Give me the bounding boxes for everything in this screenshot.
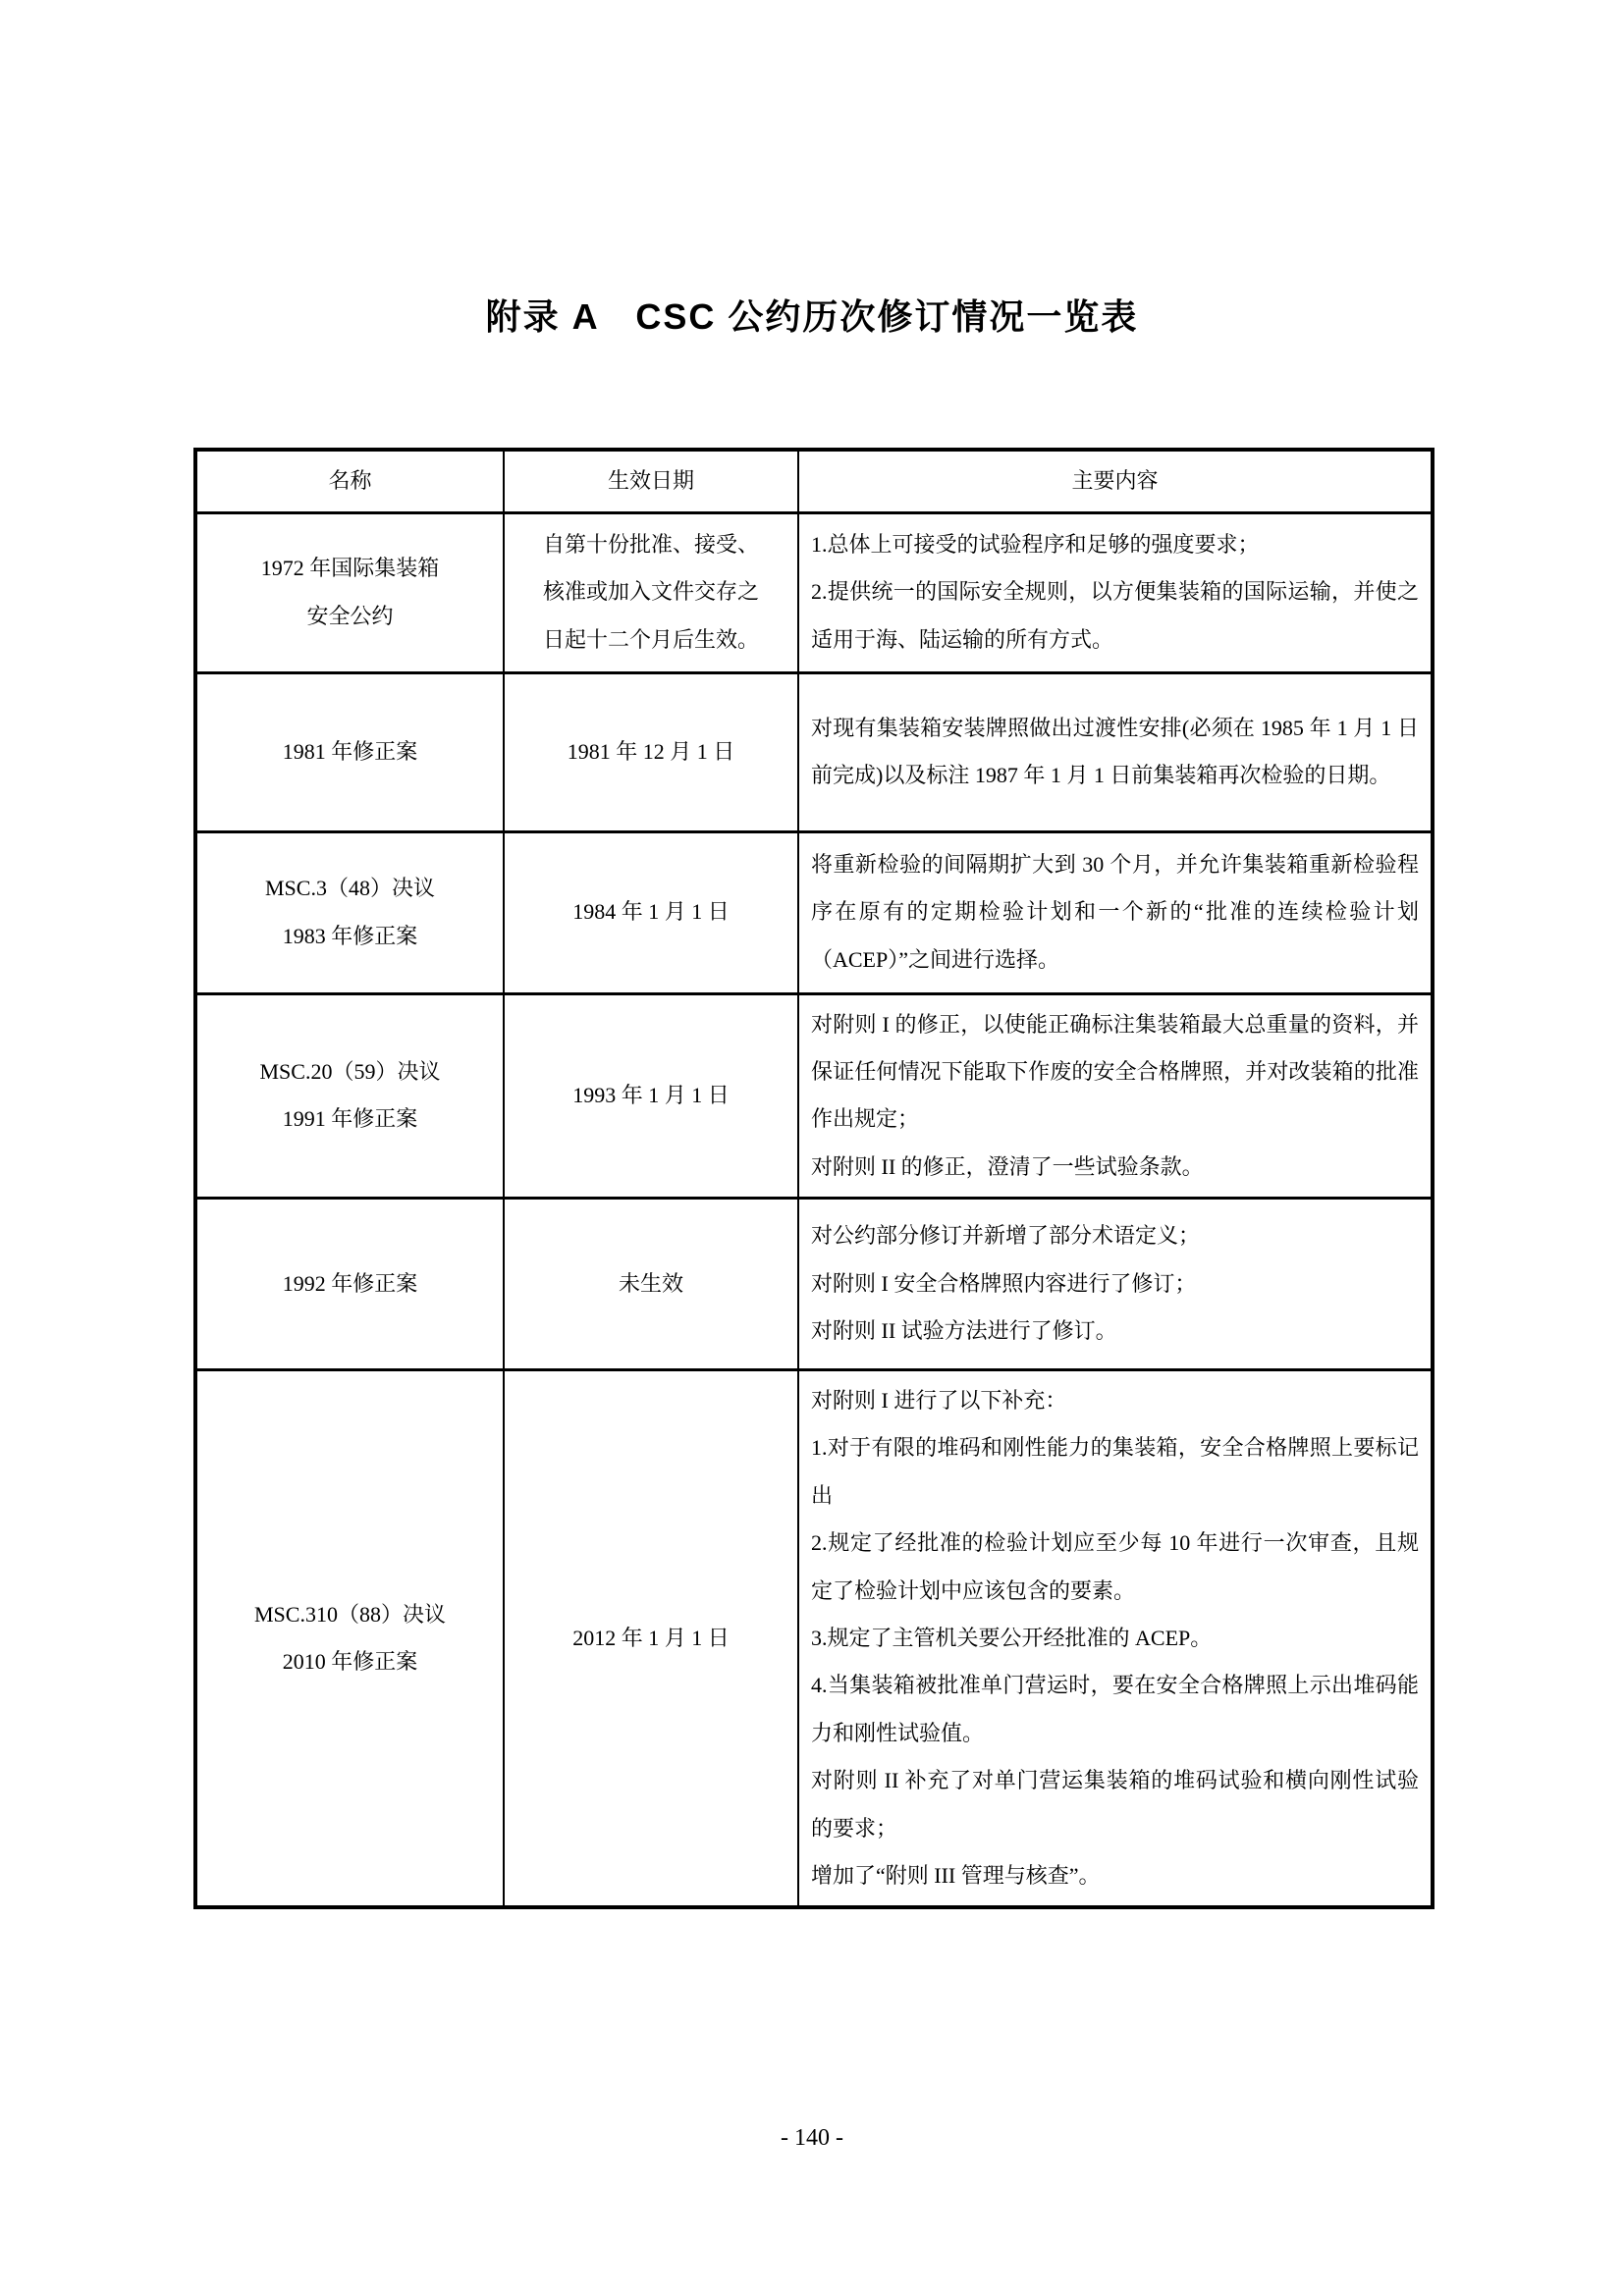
column-header-name: 名称 <box>195 450 504 512</box>
table-row <box>195 1199 1433 1370</box>
row-content-line: 1.总体上可接受的试验程序和足够的强度要求； <box>811 531 1260 557</box>
row-name <box>195 672 504 831</box>
row-content-line: 2.规定了经批准的检验计划应至少每 10 年进行一次审查，且规定了检验计划中应该包含的要素。 <box>811 1530 1419 1603</box>
row-name <box>195 512 504 672</box>
row-date-line: 日起十二个月后生效。 <box>542 626 759 652</box>
row-content-line: 2.提供统一的国际安全规则，以方便集装箱的国际运输，并使之适用于海、陆运输的所有方式。 <box>811 579 1419 652</box>
page-number: - 140 - <box>781 2125 843 2151</box>
row-content-line: 对附则 II 补充了对单门营运集装箱的堆码试验和横向刚性试验的要求； <box>811 1768 1419 1841</box>
row-date <box>504 512 798 672</box>
row-name-line: MSC.3（48）决议 <box>265 876 435 901</box>
revision-table <box>193 448 1435 1909</box>
table-row <box>195 831 1433 993</box>
row-date-line: 1981 年 12 月 1 日 <box>567 738 735 764</box>
row-date <box>504 1370 798 1908</box>
row-date-line: 1993 年 1 月 1 日 <box>572 1083 730 1108</box>
row-name-line: 2010 年修正案 <box>282 1649 418 1675</box>
row-content <box>798 512 1433 672</box>
table-body <box>195 512 1433 1907</box>
row-content-line: 对公约部分修订并新增了部分术语定义； <box>811 1223 1201 1249</box>
row-name-line: 1992 年修正案 <box>282 1270 418 1296</box>
row-content-line: 对现有集装箱安装牌照做出过渡性安排(必须在 1985 年 1 月 1 日前完成)以及标注 1987 年 1 月 1 日前集装箱再次检验的日期。 <box>811 715 1419 787</box>
row-date-line: 2012 年 1 月 1 日 <box>572 1626 730 1651</box>
row-content <box>798 1199 1433 1370</box>
row-date-line: 1984 年 1 月 1 日 <box>572 899 730 925</box>
row-content-line: 对附则 I 进行了以下补充： <box>811 1388 1067 1414</box>
row-date <box>504 831 798 993</box>
row-content-line: 4.当集装箱被批准单门营运时，要在安全合格牌照上示出堆码能力和刚性试验值。 <box>811 1673 1419 1745</box>
table-header-row <box>195 450 1433 512</box>
row-content-line: 对附则 I 的修正，以使能正确标注集装箱最大总重量的资料，并保证任何情况下能取下作废的安全合格牌照，并对改装箱的批准作出规定； <box>811 1011 1419 1132</box>
row-content-line: 对附则 II 的修正，澄清了一些试验条款。 <box>811 1153 1204 1179</box>
row-name-line: 1983 年修正案 <box>282 923 418 948</box>
row-name-line: 1972 年国际集装箱 <box>260 556 440 581</box>
row-name-line: 安全公约 <box>306 603 394 628</box>
row-name-line: MSC.310（88）决议 <box>254 1601 446 1627</box>
row-date <box>504 672 798 831</box>
row-name-line: MSC.20（59）决议 <box>259 1058 441 1084</box>
row-name <box>195 831 504 993</box>
column-header-content: 主要内容 <box>798 450 1433 512</box>
table-row <box>195 512 1433 672</box>
row-name <box>195 1370 504 1908</box>
row-name <box>195 1199 504 1370</box>
row-content-line: 对附则 I 安全合格牌照内容进行了修订； <box>811 1270 1197 1296</box>
row-content-line: 1.对于有限的堆码和刚性能力的集装箱，安全合格牌照上要标记出 <box>811 1435 1419 1508</box>
row-content-line: 增加了“附则 III 管理与核查”。 <box>811 1862 1101 1888</box>
column-header-date: 生效日期 <box>504 450 798 512</box>
row-date-line: 核准或加入文件交存之 <box>542 579 759 605</box>
row-content-line: 3.规定了主管机关要公开经批准的 ACEP。 <box>811 1626 1213 1651</box>
row-date-line: 自第十份批准、接受、 <box>542 531 759 557</box>
table-row <box>195 1370 1433 1908</box>
row-date <box>504 1199 798 1370</box>
row-name-line: 1981 年修正案 <box>282 738 418 764</box>
row-content-line: 对附则 II 试验方法进行了修订。 <box>811 1318 1117 1344</box>
row-name <box>195 993 504 1199</box>
row-content <box>798 672 1433 831</box>
row-content <box>798 831 1433 993</box>
page-title: 附录 A CSC 公约历次修订情况一览表 <box>485 296 1139 337</box>
row-date-line: 未生效 <box>618 1270 683 1296</box>
row-content <box>798 1370 1433 1908</box>
row-content <box>798 993 1433 1199</box>
table-row <box>195 672 1433 831</box>
row-date <box>504 993 798 1199</box>
row-name-line: 1991 年修正案 <box>282 1106 418 1132</box>
row-content-line: 将重新检验的间隔期扩大到 30 个月，并允许集装箱重新检验程序在原有的定期检验计划和一个新的“批准的连续检验计划（ACEP）”之间进行选择。 <box>811 851 1419 972</box>
table-row <box>195 993 1433 1199</box>
